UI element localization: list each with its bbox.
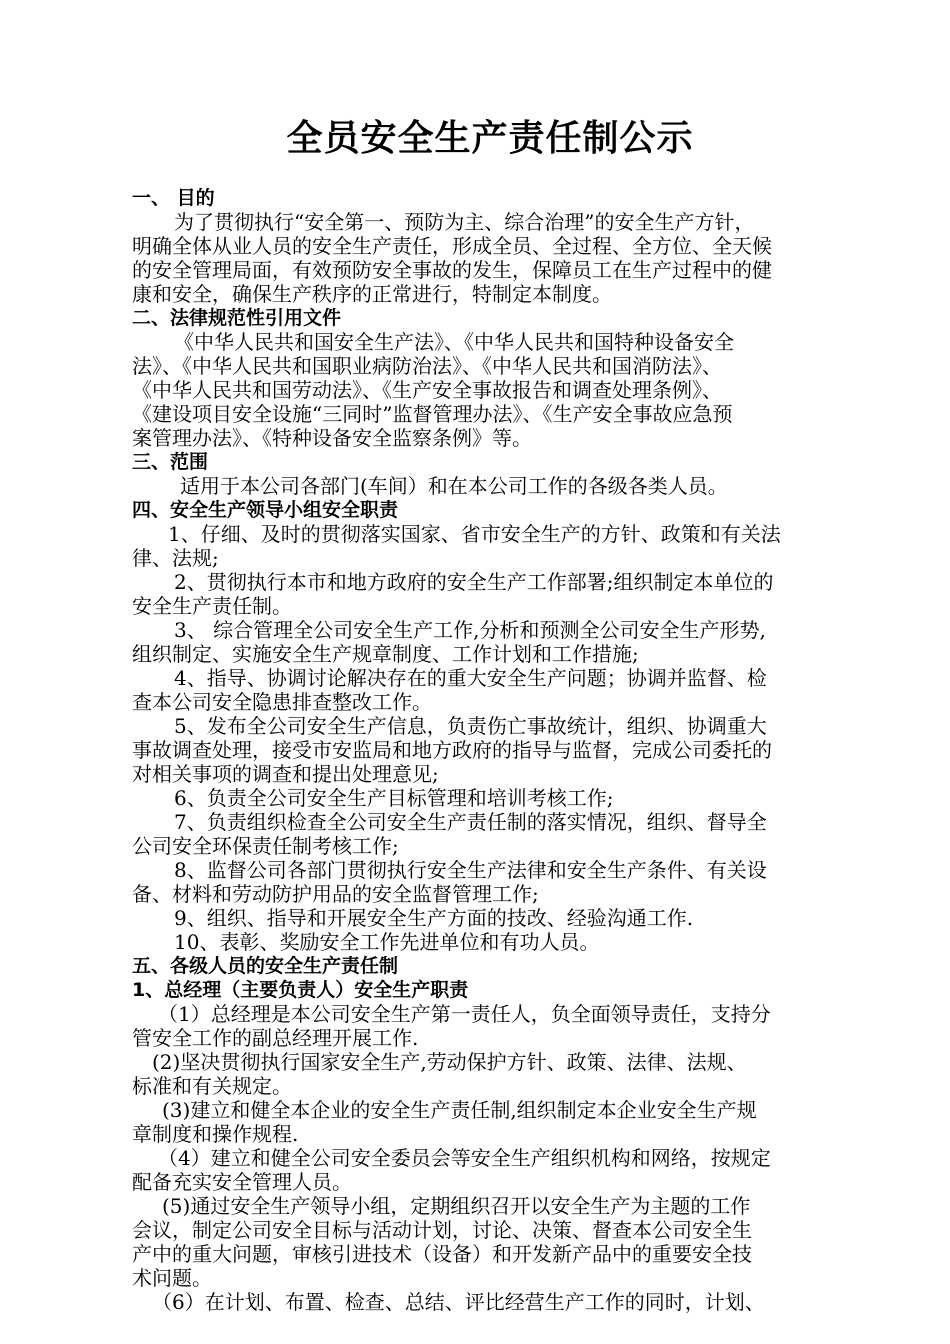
paragraph-line: 安全生产责任制。 bbox=[132, 594, 292, 618]
paragraph-line: 术问题。 bbox=[132, 1266, 212, 1290]
section-heading-leadership-duties: 四、安全生产领导小组安全职责 bbox=[132, 499, 399, 521]
section-heading-scope: 三、范围 bbox=[132, 451, 209, 473]
section-heading-purpose: 一、 目的 bbox=[132, 187, 215, 209]
paragraph-line: 为了贯彻执行“安全第一、预防为主、综合治理”的安全生产方针， bbox=[174, 210, 755, 234]
document-title: 全员安全生产责任制公示 bbox=[286, 118, 694, 159]
paragraph-line: 管安全工作的副总经理开展工作. bbox=[132, 1026, 419, 1050]
paragraph-line: 的安全管理局面，有效预防安全事故的发生，保障员工在生产过程中的健 bbox=[132, 258, 772, 282]
paragraph-line: 《中华人民共和国安全生产法》、《中华人民共和国特种设备安全 bbox=[174, 330, 734, 354]
paragraph-line: 3、 综合管理全公司安全生产工作,分析和预测全公司安全生产形势, bbox=[174, 618, 766, 642]
paragraph-line: 2、贯彻执行本市和地方政府的安全生产工作部署;组织制定本单位的 bbox=[174, 570, 774, 594]
paragraph-line: 标准和有关规定。 bbox=[132, 1074, 292, 1098]
paragraph-line: 备、材料和劳动防护用品的安全监督管理工作; bbox=[132, 882, 539, 906]
paragraph-line: 10、表彰、奖励安全工作先进单位和有功人员。 bbox=[174, 930, 600, 954]
paragraph-line: 会议，制定公司安全目标与活动计划，讨论、决策、督查本公司安全生 bbox=[132, 1218, 752, 1242]
paragraph-line: 章制度和操作规程. bbox=[132, 1122, 299, 1146]
paragraph-line: 明确全体从业人员的安全生产责任，形成全员、全过程、全方位、全天候 bbox=[132, 234, 772, 258]
paragraph-line: (2)坚决贯彻执行国家安全生产,劳动保护方针、政策、法律、法规、 bbox=[152, 1050, 747, 1074]
paragraph-line: 康和安全，确保生产秩序的正常进行，特制定本制度。 bbox=[132, 282, 612, 306]
paragraph-line: 对相关事项的调查和提出处理意见; bbox=[132, 762, 439, 786]
paragraph-line: 配备充实安全管理人员。 bbox=[132, 1170, 352, 1194]
paragraph-line: 事故调查处理，接受市安监局和地方政府的指导与监督，完成公司委托的 bbox=[132, 738, 772, 762]
paragraph-line: 适用于本公司各部门(车间）和在本公司工作的各级各类人员。 bbox=[180, 474, 728, 498]
section-heading-legal-references: 二、法律规范性引用文件 bbox=[132, 307, 342, 329]
paragraph-line: 1、仔细、及时的贯彻落实国家、省市安全生产的方针、政策和有关法 bbox=[168, 522, 781, 546]
paragraph-line: (3)建立和健全本企业的安全生产责任制,组织制定本企业安全生产规 bbox=[162, 1098, 757, 1122]
paragraph-line: 法》、《中华人民共和国职业病防治法》、《中华人民共和国消防法》、 bbox=[132, 354, 722, 378]
paragraph-line: （6）在计划、布置、检查、总结、评比经营生产工作的同时，计划、 bbox=[152, 1290, 765, 1314]
paragraph-line: 《建设项目安全设施“三同时”监督管理办法》、《生产安全事故应急预 bbox=[132, 402, 733, 426]
paragraph-line: 5、发布全公司安全生产信息，负责伤亡事故统计，组织、协调重大 bbox=[174, 714, 767, 738]
paragraph-line: 产中的重大问题，审核引进技术（设备）和开发新产品中的重要安全技 bbox=[132, 1242, 752, 1266]
paragraph-line: 6、负责全公司安全生产目标管理和培训考核工作; bbox=[174, 786, 614, 810]
paragraph-line: 查本公司安全隐患排查整改工作。 bbox=[132, 690, 432, 714]
paragraph-line: （1）总经理是本公司安全生产第一责任人，负全面领导责任，支持分 bbox=[158, 1002, 771, 1026]
paragraph-line: 7、负责组织检查全公司安全生产责任制的落实情况，组织、督导全 bbox=[174, 810, 767, 834]
section-heading-responsibility-system: 五、各级人员的安全生产责任制 bbox=[132, 955, 399, 977]
document-body bbox=[132, 186, 852, 1314]
paragraph-line: （4）建立和健全公司安全委员会等安全生产组织机构和网络，按规定 bbox=[158, 1146, 771, 1170]
paragraph-line: 公司安全环保责任制考核工作; bbox=[132, 834, 399, 858]
subsection-heading-general-manager: 1、总经理（主要负责人）安全生产职责 bbox=[132, 979, 469, 1001]
paragraph-line: 组织制定、实施安全生产规章制度、工作计划和工作措施; bbox=[132, 642, 639, 666]
paragraph-line: 8、监督公司各部门贯彻执行安全生产法律和安全生产条件、有关设 bbox=[174, 858, 767, 882]
paragraph-line: (5)通过安全生产领导小组，定期组织召开以安全生产为主题的工作 bbox=[162, 1194, 751, 1218]
paragraph-line: 《中华人民共和国劳动法》、《生产安全事故报告和调查处理条例》、 bbox=[132, 378, 722, 402]
paragraph-line: 律、法规; bbox=[132, 546, 219, 570]
paragraph-line: 案管理办法》、《特种设备安全监察条例》等。 bbox=[132, 426, 532, 450]
paragraph-line: 9、组织、指导和开展安全生产方面的技改、经验沟通工作. bbox=[174, 906, 694, 930]
paragraph-line: 4、指导、协调讨论解决存在的重大安全生产问题；协调并监督、检 bbox=[174, 666, 767, 690]
